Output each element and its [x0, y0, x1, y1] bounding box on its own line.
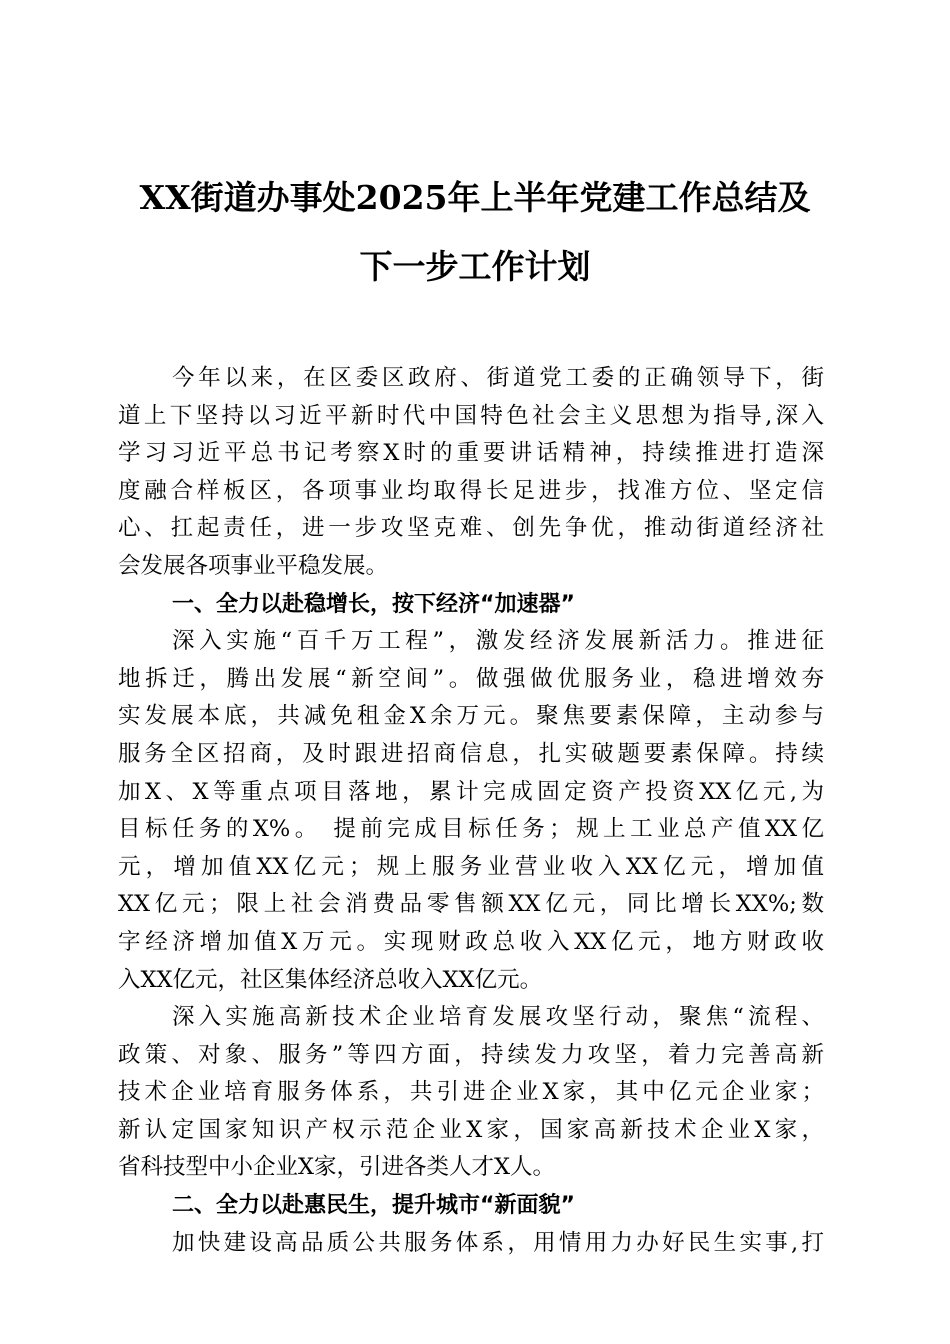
paragraph-hightech — [118, 999, 824, 1187]
text-line: 学习习近平总书记考察X时的重要讲话精神，持续推进打造深 — [118, 440, 824, 467]
paragraph-livelihood — [118, 1225, 824, 1263]
text-line: 新认定国家知识产权示范企业X家，国家高新技术企业X家， — [118, 1116, 824, 1143]
text-line: 入XX亿元，社区集体经济总收入XX亿元。 — [118, 966, 543, 993]
text-line: 技术企业培育服务体系，共引进企业X家，其中亿元企业家； — [118, 1079, 824, 1106]
section-heading-1: 一、全力以赴稳增长，按下经济“加速器” — [172, 591, 575, 617]
text-line: 元，增加值XX亿元；规上服务业营业收入XX亿元，增加值 — [118, 853, 824, 880]
text-line: 字经济增加值X万元。实现财政总收入XX亿元，地方财政收 — [118, 928, 824, 955]
text-line: 实发展本底，共减免租金X余万元。聚焦要素保障，主动参与 — [118, 703, 824, 730]
text-line: XX亿元；限上社会消费品零售额XX亿元，同比增长XX%;数 — [118, 891, 824, 918]
text-line: 加快建设高品质公共服务体系，用情用力办好民生实事,打 — [172, 1229, 824, 1256]
text-line: 省科技型中小企业X家，引进各类人才X人。 — [118, 1154, 556, 1181]
text-line: 度融合样板区，各项事业均取得长足进步，找准方位、坚定信 — [118, 477, 824, 504]
paragraph-economy — [118, 623, 824, 999]
text-line: 深入实施高新技术企业培育发展攻坚行动，聚焦“流程、 — [172, 1004, 824, 1031]
document-title-line-1: XX街道办事处2025年上半年党建工作总结及 — [139, 178, 811, 217]
text-line: 今年以来，在区委区政府、街道党工委的正确领导下，街 — [172, 365, 824, 391]
text-line: 地拆迁，腾出发展“新空间”。做强做优服务业，稳进增效夯 — [118, 665, 824, 692]
document-title-line-2: 下一步工作计划 — [359, 247, 591, 286]
text-line: 会发展各项事业平稳发展。 — [118, 552, 389, 579]
text-line: 目标任务的X%。 提前完成目标任务；规上工业总产值XX亿 — [118, 816, 824, 843]
text-line: 政策、对象、服务”等四方面，持续发力攻坚，着力完善高新 — [118, 1041, 824, 1068]
section-heading-2: 二、全力以赴惠民生，提升城市“新面貌” — [172, 1193, 575, 1219]
text-line: 心、扛起责任，进一步攻坚克难、创先争优，推动街道经济社 — [118, 515, 824, 542]
document-body — [118, 360, 824, 1262]
text-line: 道上下坚持以习近平新时代中国特色社会主义思想为指导,深入 — [118, 402, 824, 429]
text-line: 服务全区招商，及时跟进招商信息，扎实破题要素保障。持续 — [118, 740, 824, 767]
paragraph-intro — [118, 360, 824, 586]
text-line: 加X、X等重点项目落地，累计完成固定资产投资XX亿元,为 — [118, 778, 824, 805]
text-line: 深入实施“百千万工程”，激发经济发展新活力。推进征 — [172, 628, 824, 655]
